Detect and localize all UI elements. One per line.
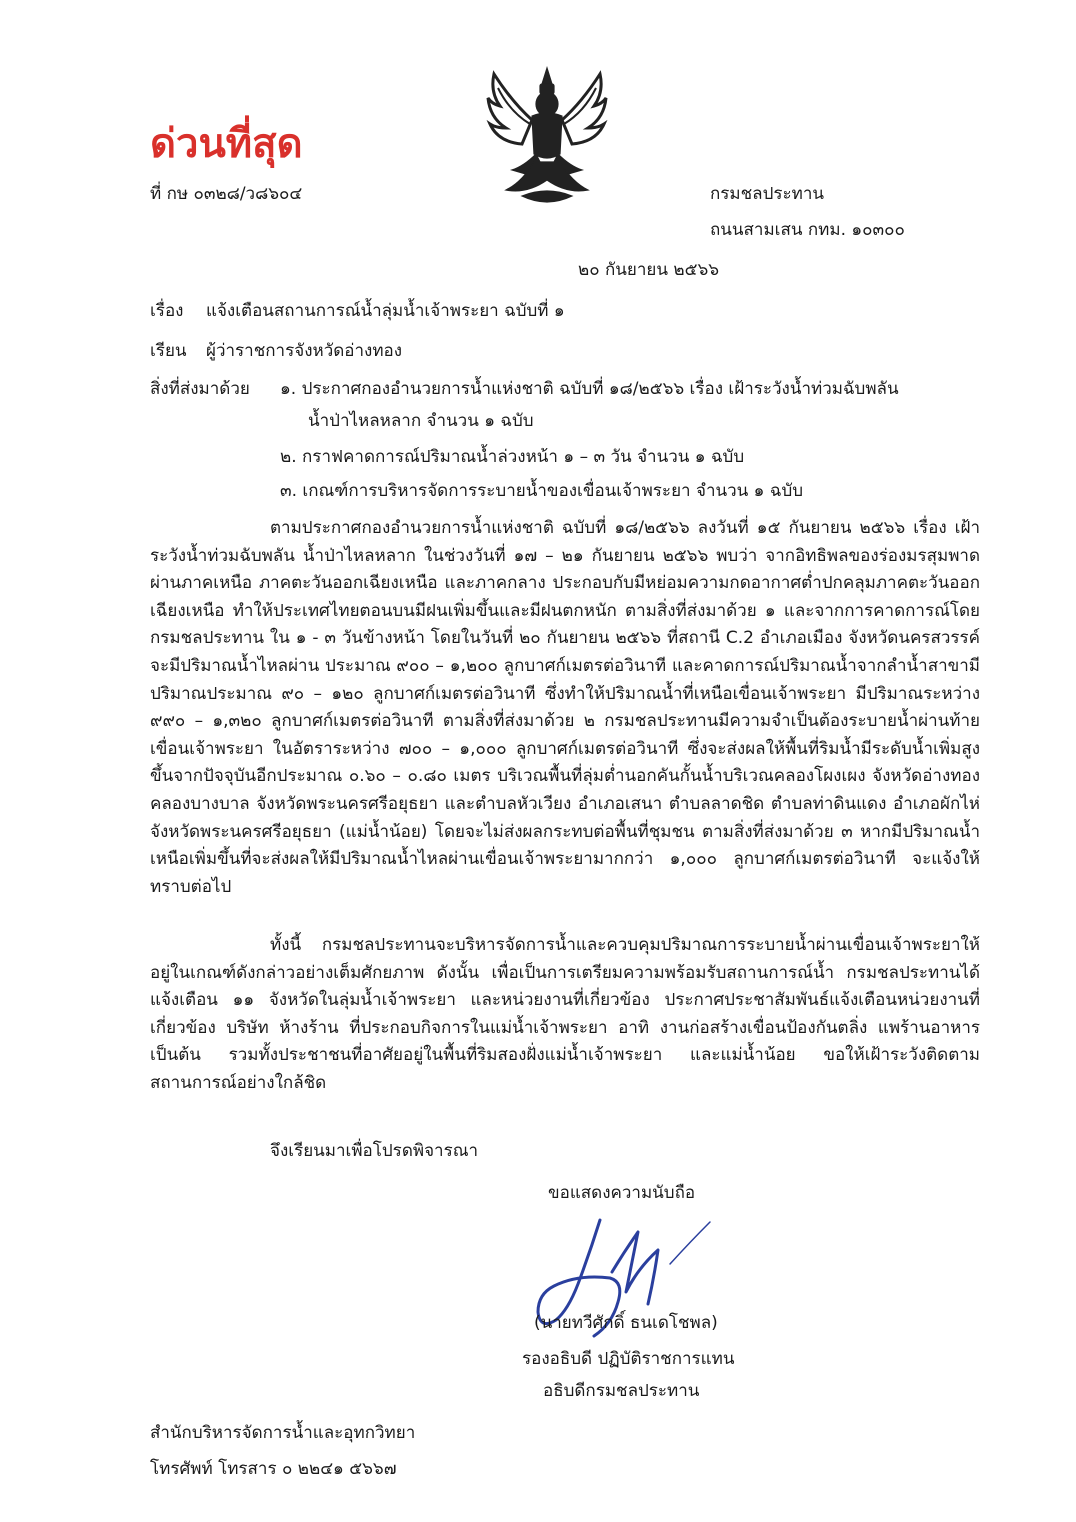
signatory-position: รองอธิบดี ปฏิบัติราชการแทน <box>522 1349 735 1369</box>
enclosure-item-continued: น้ำป่าไหลหลาก จำนวน ๑ ฉบับ <box>308 411 534 431</box>
office-name: สำนักบริหารจัดการน้ำและอุทกวิทยา <box>150 1423 416 1443</box>
signatory-position-2: อธิบดีกรมชลประทาน <box>543 1381 700 1401</box>
subject-text: แจ้งเตือนสถานการณ์น้ำลุ่มน้ำเจ้าพระยา ฉบับที่ ๑ <box>206 301 565 321</box>
urgency-stamp: ด่วนที่สุด <box>150 121 303 167</box>
garuda-emblem-icon <box>482 62 612 212</box>
body-paragraph-1-text: ตามประกาศกองอำนวยการน้ำแห่งชาติ ฉบับที่ ๑๘/๒๕๖๖ ลงวันที่ ๑๕ กันยายน ๒๕๖๖ เรื่อง เฝ้าระวังน้ำท่วมฉับพลัน น้ำป่าไหลหลาก ในช่วงวันที่ ๑๗ – ๒๑ กันยายน ๒๕๖๖ พบว่า จากอิทธิพลของร่องมรสุมพาดผ่านภาคเหนือ ภาคตะวันออกเฉียงเหนือ และภาคกลาง ประกอบกับมีหย่อมความกดอากาศต่ำปกคลุมภาคตะวันออกเฉียงเหนือ ทำให้ประเทศไทยตอนบนมีฝนเพิ่มขึ้นและมีฝนตกหนัก ตามสิ่งที่ส่งมาด้วย ๑ และจากการคาดการณ์โดยกรมชลประทาน ใน ๑ - ๓ วันข้างหน้า โดยในวันที่ ๒๐ กันยายน ๒๕๖๖ ที่สถานี C.2 อำเภอเมือง จังหวัดนครสวรรค์ จะมีปริมาณน้ำไหลผ่าน ประมาณ ๙๐๐ – ๑,๒๐๐ ลูกบาศก์เมตรต่อวินาที และคาดการณ์ปริมาณน้ำจากลำน้ำสาขามีปริมาณประมาณ ๙๐ – ๑๒๐ ลูกบาศก์เมตรต่อวินาที ซึ่งทำให้ปริมาณน้ำที่เหนือเขื่อนเจ้าพระยา มีปริมาณระหว่าง ๙๙๐ – ๑,๓๒๐ ลูกบาศก์เมตรต่อวินาที ตามสิ่งที่ส่งมาด้วย ๒ กรมชลประทานมีความจำเป็นต้องระบายน้ำผ่านท้ายเขื่อนเจ้าพระยา ในอัตราระหว่าง ๗๐๐ – ๑,๐๐๐ ลูกบาศก์เมตรต่อวินาที ซึ่งจะส่งผลให้พื้นที่ริมน้ำมีระดับน้ำเพิ่มสูงขึ้นจากปัจจุบันอีกประมาณ ๐.๖๐ – ๐.๘๐ เมตร บริเวณพื้นที่ลุ่มต่ำนอกคันกั้นน้ำบริเวณคลองโผงเผง จังหวัดอ่างทอง คลองบางบาล จังหวัดพระนครศรีอยุธยา และตำบลหัวเวียง อำเภอเสนา ตำบลลาดชิด ตำบลท่าดินแดง อำเภอผักไห่ จังหวัดพระนครศรีอยุธยา (แม่น้ำน้อย) โดยจะไม่ส่งผลกระทบต่อพื้นที่ชุมชน ตามสิ่งที่ส่งมาด้วย ๓ หากมีปริมาณน้ำเหนือเพิ่มขึ้นที่จะส่งผลให้มีปริมาณน้ำไหลผ่านเขื่อนเจ้าพระยามากกว่า ๑,๐๐๐ ลูกบาศก์เมตรต่อวินาที จะแจ้งให้ทราบต่อไป <box>150 518 980 897</box>
contact-phone: โทรศัพท์ โทรสาร ๐ ๒๒๔๑ ๕๖๖๗ <box>150 1459 397 1479</box>
enclosure-item: ๒. กราฟคาดการณ์ปริมาณน้ำล่วงหน้า ๑ – ๓ วัน จำนวน ๑ ฉบับ <box>280 447 745 467</box>
subject-label: เรื่อง <box>150 301 184 321</box>
document-number: ที่ กษ ๐๓๒๘/ว๘๖๐๔ <box>150 184 303 204</box>
body-paragraph-2-text: ทั้งนี้ กรมชลประทานจะบริหารจัดการน้ำและควบคุมปริมาณการระบายน้ำผ่านเขื่อนเจ้าพระยาให้อยู่ในเกณฑ์ดังกล่าวอย่างเต็มศักยภาพ ดังนั้น เพื่อเป็นการเตรียมความพร้อมรับสถานการณ์น้ำ กรมชลประทานได้แจ้งเตือน ๑๑ จังหวัดในลุ่มน้ำเจ้าพระยา และหน่วยงานที่เกี่ยวข้อง ประกาศประชาสัมพันธ์แจ้งเตือนหน่วยงานที่เกี่ยวข้อง บริษัท ห้างร้าน ที่ประกอบกิจการในแม่น้ำเจ้าพระยา อาทิ งานก่อสร้างเขื่อนป้องกันตลิ่ง แพร้านอาหาร เป็นต้น รวมทั้งประชาชนที่อาศัยอยู่ในพื้นที่ริมสองฝั่งแม่น้ำเจ้าพระยา และแม่น้ำน้อย ขอให้เฝ้าระวังติดตามสถานการณ์อย่างใกล้ชิด <box>150 935 980 1093</box>
body-paragraph-2 <box>150 932 980 1098</box>
recipient-label: เรียน <box>150 341 187 361</box>
enclosure-item: ๑. ประกาศกองอำนวยการน้ำแห่งชาติ ฉบับที่ ๑๘/๒๕๖๖ เรื่อง เฝ้าระวังน้ำท่วมฉับพลัน <box>280 379 899 399</box>
closing-request: จึงเรียนมาเพื่อโปรดพิจารณา <box>270 1141 479 1161</box>
sender-address: ถนนสามเสน กทม. ๑๐๓๐๐ <box>710 220 905 240</box>
sender-organization: กรมชลประทาน <box>710 184 825 204</box>
signatory-name: (นายทวีศักดิ์ ธนเดโชพล) <box>534 1313 718 1333</box>
document-date: ๒๐ กันยายน ๒๕๖๖ <box>578 260 720 280</box>
enclosures-label: สิ่งที่ส่งมาด้วย <box>150 379 250 399</box>
complimentary-close: ขอแสดงความนับถือ <box>548 1183 696 1203</box>
enclosure-item: ๓. เกณฑ์การบริหารจัดการระบายน้ำของเขื่อนเจ้าพระยา จำนวน ๑ ฉบับ <box>280 481 804 501</box>
body-paragraph-1 <box>150 515 980 901</box>
recipient-text: ผู้ว่าราชการจังหวัดอ่างทอง <box>206 341 403 361</box>
